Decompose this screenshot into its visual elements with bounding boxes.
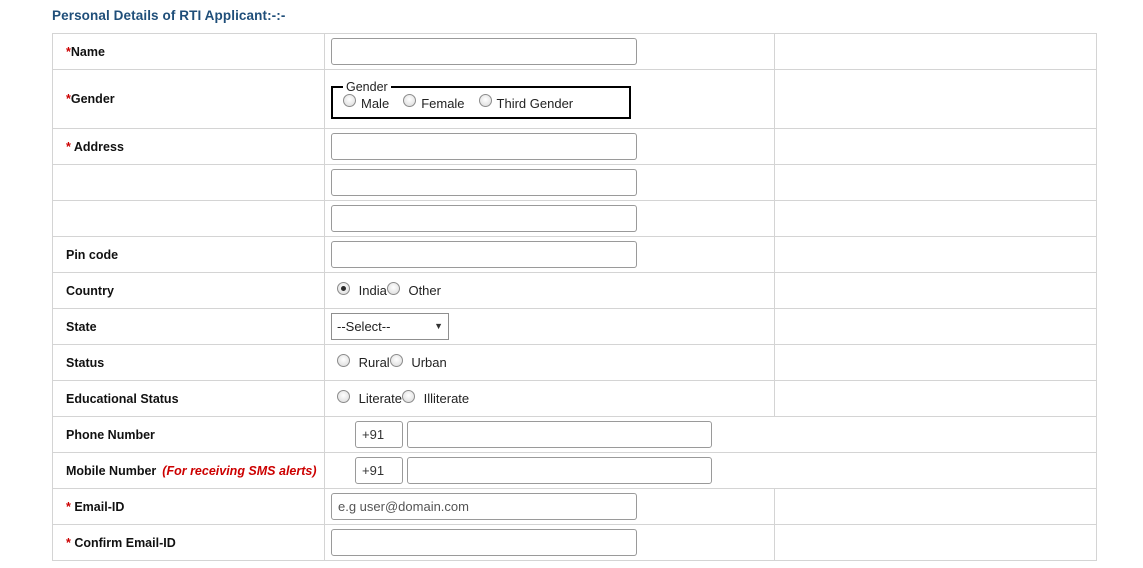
table-row-phone-number [53,417,1097,453]
confirm-email-field-cell [325,525,775,561]
pincode-label: Pin code [66,247,119,262]
name-input[interactable] [331,38,637,65]
country-spacer-cell [775,273,1097,309]
table-row-confirm-email [53,525,1097,561]
state-field-cell [325,309,775,345]
gender-option-male[interactable] [343,96,389,111]
name-required-marker: * [66,44,71,59]
table-row-state [53,309,1097,345]
address-label-cell [53,129,325,165]
educational-status-label: Educational Status [66,391,179,406]
confirm-email-required-marker: * [66,535,71,550]
address-line3-input[interactable] [331,205,637,232]
educational-status-option-illiterate-label: Illiterate [423,390,470,406]
gender-option-female[interactable] [403,96,464,111]
address-required-marker: * [66,139,71,154]
gender-option-third-gender[interactable] [479,96,574,111]
gender-required-marker: * [66,92,71,106]
confirm-email-label: Confirm Email-ID [70,535,176,550]
table-row-status [53,345,1097,381]
country-option-india-label: India [358,282,387,298]
status-label: Status [66,355,105,370]
phone-number-field-cell [325,417,1097,453]
radio-illiterate-icon[interactable] [402,390,415,403]
address-line2-label-cell [53,165,325,201]
name-field-cell [325,34,775,70]
address-line1-cell [325,129,775,165]
status-label-cell [53,345,325,381]
educational-status-field-cell [325,381,775,417]
gender-label: Gender [70,92,115,106]
status-radio-group [331,355,774,370]
table-row-country [53,273,1097,309]
country-field-cell [325,273,775,309]
status-spacer-cell [775,345,1097,381]
pincode-spacer-cell [775,237,1097,273]
personal-details-form [52,33,1097,561]
country-label-cell [53,273,325,309]
educational-status-label-cell [53,381,325,417]
name-spacer-cell [775,34,1097,70]
radio-literate-icon[interactable] [337,390,350,403]
mobile-country-code-input[interactable] [355,457,403,484]
radio-rural-icon[interactable] [337,354,350,367]
gender-spacer-cell [775,70,1097,129]
email-required-marker: * [66,499,71,514]
address-line2-input[interactable] [331,169,637,196]
email-spacer-cell [775,489,1097,525]
table-row-address-line2 [53,165,1097,201]
educational-status-option-literate[interactable] [337,391,402,406]
email-field-cell [325,489,775,525]
state-select[interactable] [331,313,449,340]
status-option-urban-label: Urban [411,354,447,370]
table-row-pincode [53,237,1097,273]
pincode-field-cell [325,237,775,273]
radio-other-icon[interactable] [387,282,400,295]
gender-radio-group [343,96,619,111]
status-option-rural-label: Rural [358,354,390,370]
email-label-cell [53,489,325,525]
name-label: Name [70,44,105,59]
table-row-gender [53,70,1097,129]
table-row-address [53,129,1097,165]
email-label: Email-ID [70,499,125,514]
mobile-number-label-cell [53,453,325,489]
page-title: Personal Details of RTI Applicant:-:- [52,8,286,23]
mobile-number-group [355,457,1096,484]
country-option-india[interactable] [337,283,387,298]
address-line3-label-cell [53,201,325,237]
mobile-number-input[interactable] [407,457,712,484]
gender-label-cell [53,70,325,129]
state-label-cell [53,309,325,345]
address-line2-cell [325,165,775,201]
state-select-value: --Select-- [337,319,391,334]
phone-number-label-cell [53,417,325,453]
chevron-down-icon: ▼ [434,321,443,331]
table-row-mobile-number [53,453,1097,489]
name-label-cell [53,34,325,70]
phone-country-code-input[interactable] [355,421,403,448]
confirm-email-spacer-cell [775,525,1097,561]
phone-number-group [355,421,1096,448]
address-line1-input[interactable] [331,133,637,160]
educational-status-radio-group [331,391,774,406]
status-option-rural[interactable] [337,355,390,370]
radio-urban-icon[interactable] [390,354,403,367]
country-radio-group [331,283,774,298]
confirm-email-label-cell [53,525,325,561]
table-row-educational-status [53,381,1097,417]
mobile-number-label: Mobile Number [66,463,157,478]
country-label: Country [66,283,114,298]
table-row-email [53,489,1097,525]
country-option-other[interactable] [387,283,441,298]
phone-number-label: Phone Number [66,427,155,442]
gender-fieldset-legend: Gender [346,79,388,94]
educational-status-option-literate-label: Literate [358,390,402,406]
mobile-number-field-cell [325,453,1097,489]
address-line3-cell [325,201,775,237]
radio-female-icon[interactable] [403,94,416,107]
gender-option-third-gender-label: Third Gender [496,95,574,111]
gender-fieldset [331,80,631,119]
status-field-cell [325,345,775,381]
pincode-label-cell [53,237,325,273]
gender-option-female-label: Female [421,95,465,111]
phone-number-input[interactable] [407,421,712,448]
gender-option-male-label: Male [361,95,390,111]
status-option-urban[interactable] [390,355,447,370]
pincode-input[interactable] [331,241,637,268]
email-field[interactable] [331,493,637,520]
country-option-other-label: Other [408,282,441,298]
address-line3-spacer-cell [775,201,1097,237]
radio-third-gender-icon[interactable] [479,94,492,107]
radio-male-icon[interactable] [343,94,356,107]
state-spacer-cell [775,309,1097,345]
confirm-email-field[interactable] [331,529,637,556]
table-row-name [53,34,1097,70]
mobile-number-note: (For receiving SMS alerts) [162,463,317,478]
gender-field-cell [325,70,775,129]
table-row-address-line3 [53,201,1097,237]
educational-status-spacer-cell [775,381,1097,417]
educational-status-option-illiterate[interactable] [402,391,469,406]
address-line2-spacer-cell [775,165,1097,201]
address-label: Address [70,139,124,154]
radio-india-icon[interactable] [337,282,350,295]
state-label: State [66,319,97,334]
address-spacer-cell [775,129,1097,165]
